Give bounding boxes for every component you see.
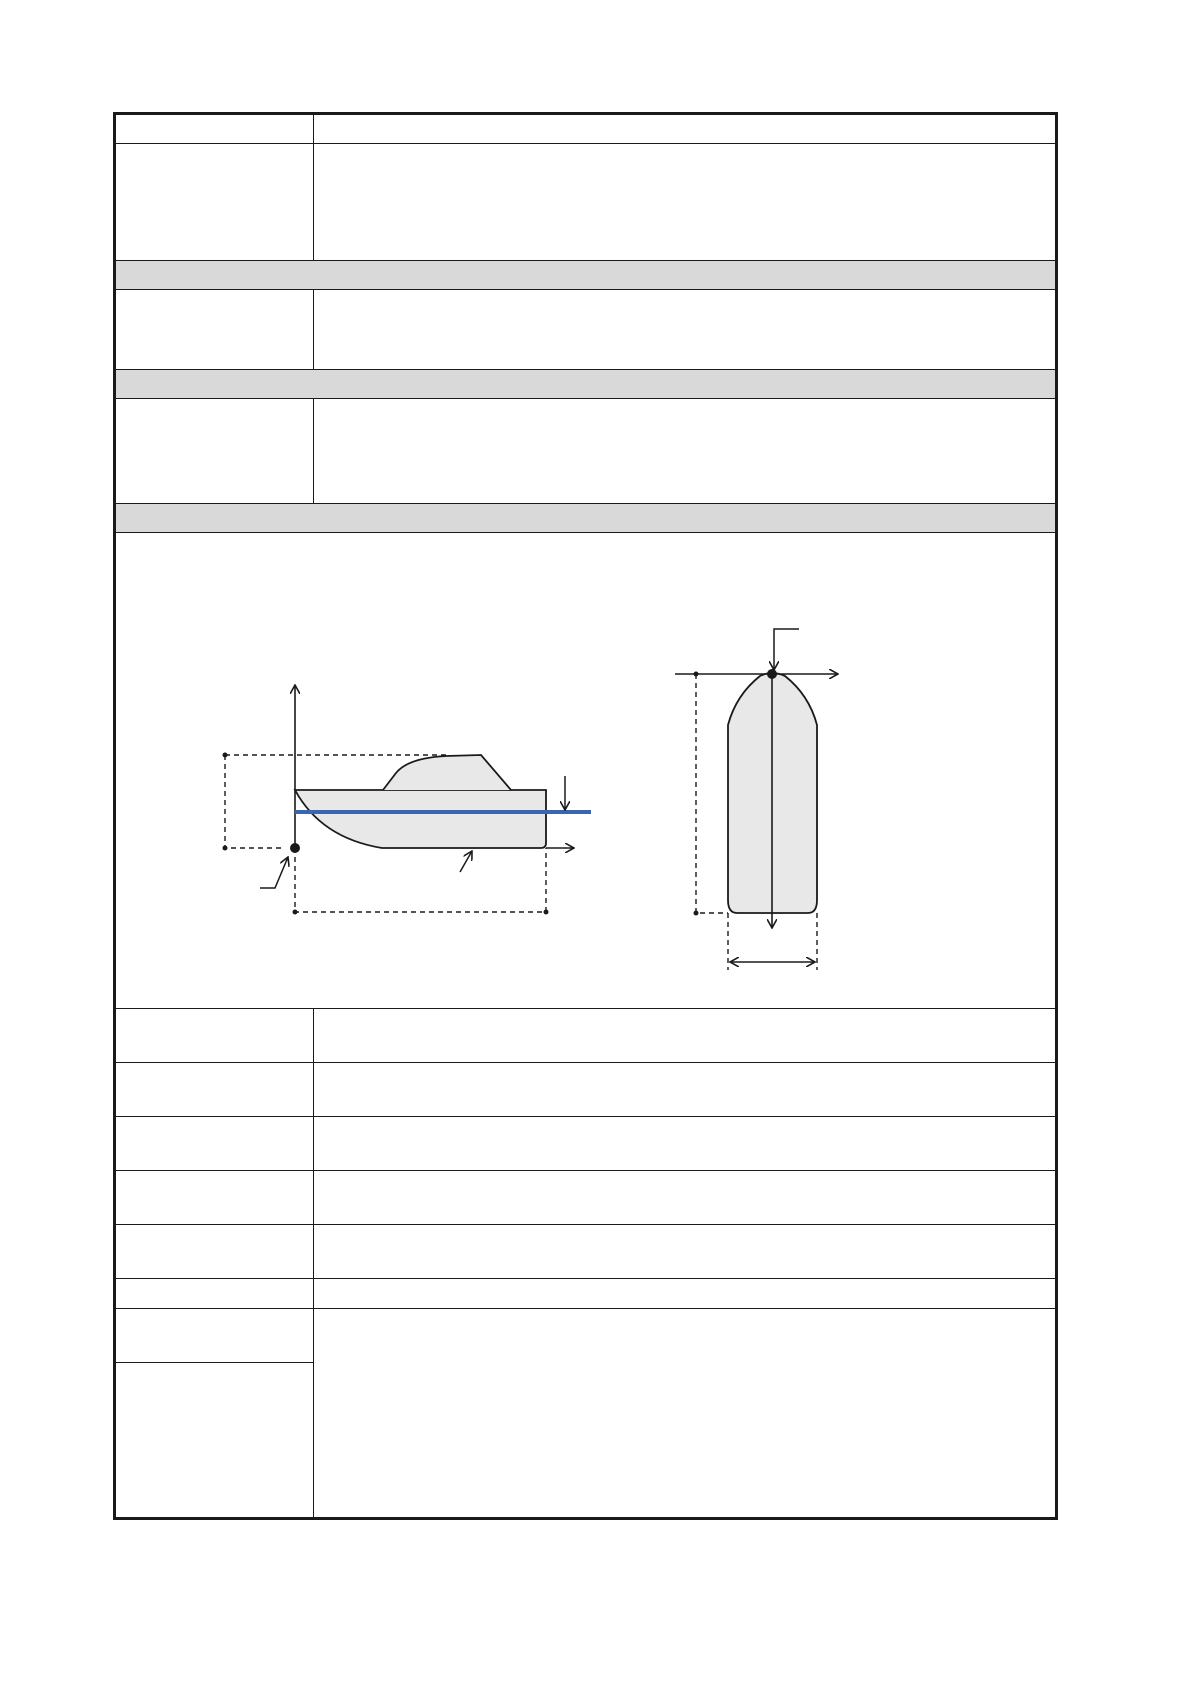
spec-value <box>313 1172 1055 1224</box>
spec-label <box>116 1064 313 1116</box>
row-divider <box>116 1008 1055 1009</box>
spec-label <box>116 1364 313 1518</box>
reference-point <box>767 669 777 679</box>
header-label <box>116 115 313 143</box>
spec-value <box>313 1118 1055 1170</box>
spec-value <box>313 1064 1055 1116</box>
side-view <box>223 685 592 915</box>
row-divider <box>116 143 1055 144</box>
dim-dot <box>223 846 228 851</box>
row-divider <box>116 1278 1055 1279</box>
row-value <box>313 290 1055 369</box>
row-label <box>116 145 313 259</box>
row-divider <box>116 1116 1055 1117</box>
spec-label <box>116 1172 313 1224</box>
top-length-dimension <box>696 674 728 913</box>
vessel-diagrams-svg <box>116 530 1055 1005</box>
header-value <box>313 115 1055 143</box>
spec-label <box>116 1010 313 1062</box>
dim-dot <box>293 910 298 915</box>
spec-value <box>313 1010 1055 1062</box>
row-divider <box>116 1170 1055 1171</box>
section-band <box>116 260 1055 290</box>
reference-leader <box>774 629 799 670</box>
spec-value <box>313 1280 1055 1308</box>
spec-label <box>116 1118 313 1170</box>
spec-label <box>116 1280 313 1308</box>
row-label <box>116 399 313 503</box>
spec-value <box>313 1310 1055 1518</box>
row-value <box>313 399 1055 503</box>
row-label <box>116 290 313 369</box>
dim-dot <box>694 911 699 916</box>
spec-value <box>313 1226 1055 1278</box>
ship-particulars-form <box>113 112 1058 1520</box>
dim-dot <box>223 753 228 758</box>
dim-dot <box>694 672 699 677</box>
spec-label <box>116 1226 313 1278</box>
spec-label <box>116 1310 313 1362</box>
dim-dot <box>544 910 549 915</box>
side-hull <box>295 790 546 848</box>
side-cabin <box>383 755 511 790</box>
length-dimension <box>295 848 546 912</box>
row-divider <box>116 1224 1055 1225</box>
vessel-dimension-diagram <box>116 530 1055 1003</box>
origin-leader <box>260 857 288 888</box>
row-value <box>313 145 1055 259</box>
section-band <box>116 369 1055 399</box>
row-divider <box>116 1308 1055 1309</box>
row-divider <box>116 1362 314 1363</box>
section-band <box>116 503 1055 533</box>
top-view <box>675 629 838 970</box>
row-divider <box>116 1062 1055 1063</box>
keel-leader <box>460 851 472 872</box>
